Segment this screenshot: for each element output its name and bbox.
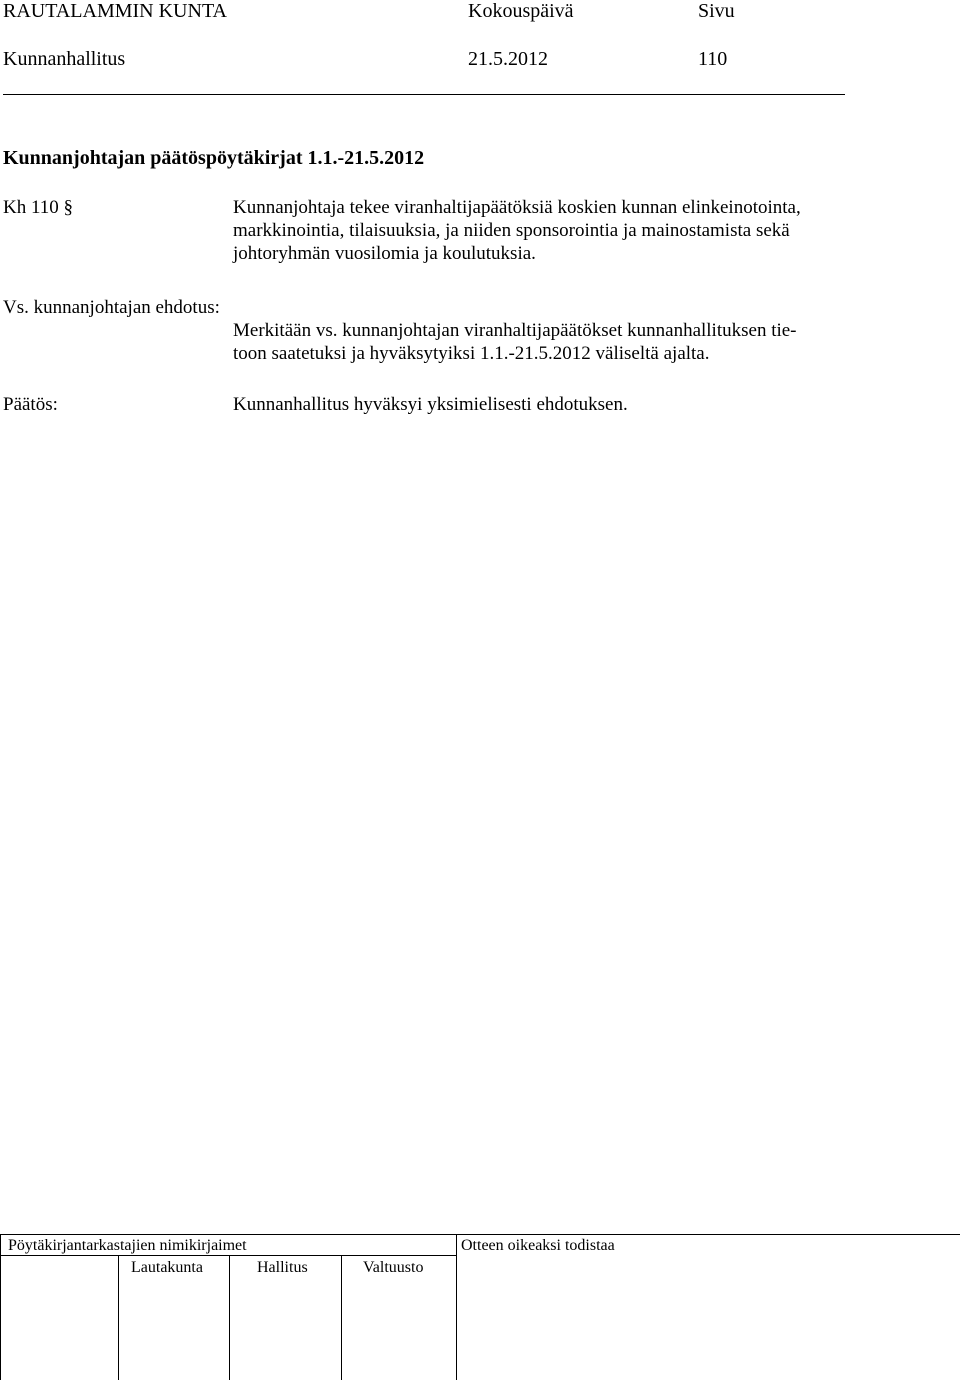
proposal-text-line: Merkitään vs. kunnanjohtajan viranhaltijapäätökset kunnanhallituksen tie- (233, 320, 797, 341)
certify-label: Otteen oikeaksi todistaa (461, 1237, 615, 1254)
decision-text: Kunnanhallitus hyväksyi yksimielisesti ehdotuksen. (233, 394, 628, 415)
proposal-text (233, 319, 797, 365)
section-id: Kh 110 § (3, 197, 74, 218)
proposal-text-line: toon saatetuksi ja hyväksytyiksi 1.1.-21.5.2012 väliseltä ajalta. (233, 343, 710, 364)
footer-col-divider-2 (229, 1255, 230, 1380)
section-text-line: markkinointia, tilaisuuksia, ja niiden sponsorointia ja mainostamista sekä (233, 220, 790, 241)
page-label: Sivu (698, 0, 735, 22)
column-valtuusto: Valtuusto (363, 1259, 424, 1276)
column-hallitus: Hallitus (257, 1259, 308, 1276)
footer-top-rule-left (0, 1234, 456, 1235)
decision-label: Päätös: (3, 394, 58, 415)
column-lautakunta: Lautakunta (131, 1259, 203, 1276)
initials-label: Pöytäkirjantarkastajien nimikirjaimet (8, 1237, 247, 1254)
footer-left-border (0, 1234, 1, 1380)
section-text (233, 196, 801, 265)
footer-col-divider-1 (118, 1255, 119, 1380)
municipality-name: RAUTALAMMIN KUNTA (3, 0, 228, 22)
section-text-line: johtoryhmän vuosilomia ja koulutuksia. (233, 243, 536, 264)
header-divider (3, 94, 845, 95)
footer-col-divider-4 (456, 1234, 457, 1380)
footer-top-rule-right (456, 1234, 960, 1235)
meeting-date: 21.5.2012 (468, 48, 548, 70)
document-title: Kunnanjohtajan päätöspöytäkirjat 1.1.-21.5.2012 (3, 147, 425, 169)
page-number: 110 (698, 48, 728, 70)
meeting-date-label: Kokouspäivä (468, 0, 574, 22)
proposal-label: Vs. kunnanjohtajan ehdotus: (3, 297, 220, 318)
footer-col-divider-3 (341, 1255, 342, 1380)
section-text-line: Kunnanjohtaja tekee viranhaltijapäätöksiä koskien kunnan elinkeinotointa, (233, 197, 801, 218)
body-name: Kunnanhallitus (3, 48, 126, 70)
